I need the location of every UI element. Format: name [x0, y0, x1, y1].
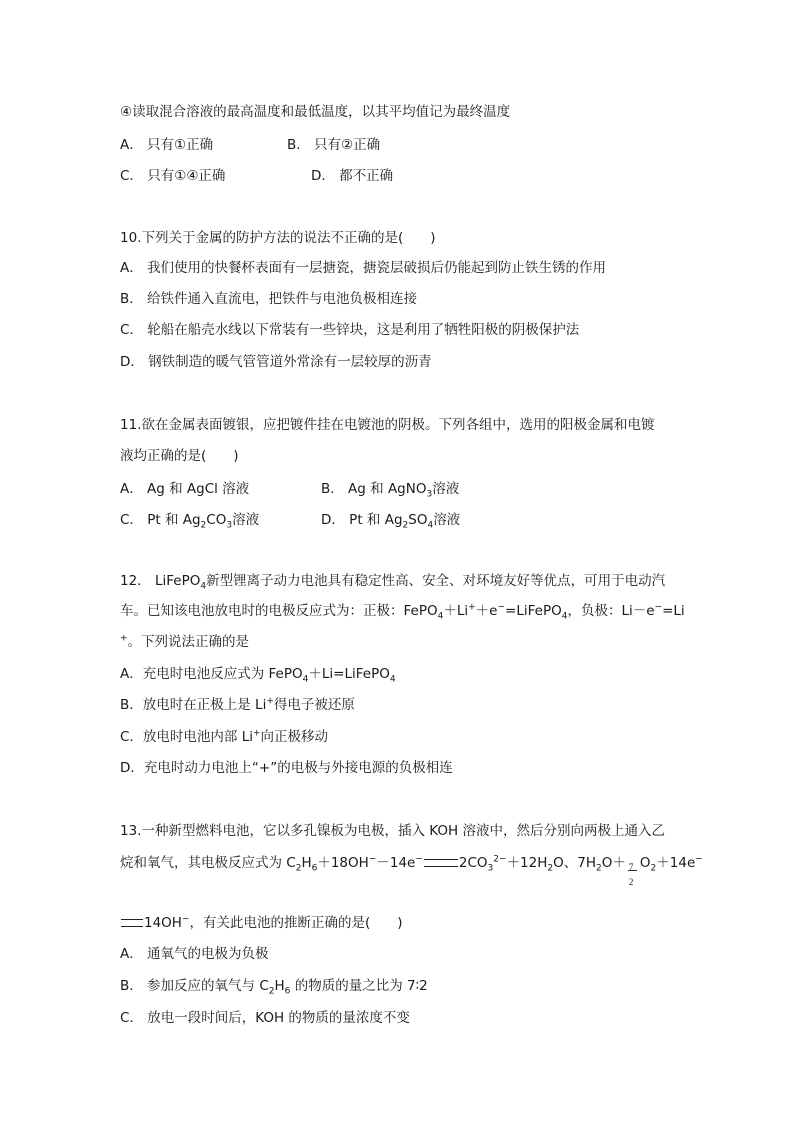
q12-stem-line-3: +。下列说法正确的是	[120, 633, 250, 650]
fraction-seven-halves: $\frac{7}{2}$	[628, 853, 638, 873]
q12-option-d: D．充电时动力电池上“+”的电极与外接电源的负极相连	[120, 760, 453, 776]
q13-option-b: B． 参加反应的氧气与 $C_2H_6$ 的物质的量之比为 7∶2	[120, 978, 428, 997]
equals-double-line-1	[424, 859, 458, 867]
q12-option-c: C．放电时电池内部 Li+向正极移动	[120, 728, 329, 745]
q10-option-b: B． 给铁件通入直流电，把铁件与电池负极相连接	[120, 291, 418, 307]
q9-option-b: B． 只有②正确	[287, 137, 381, 153]
q11-stem-line-1: 11.欲在金属表面镀银，应把镀件挂在电镀池的阴极。下列各组中，选用的阳极金属和电镀	[120, 417, 655, 433]
q9-option-a: A． 只有①正确	[120, 137, 214, 153]
q12-option-b: B．放电时在正极上是 Li+得电子被还原	[120, 696, 355, 713]
q11-option-c: C． Pt 和 $Ag_2CO_3$溶液	[120, 512, 260, 531]
q12-stem-line-1: 12． LiFePO$_4$新型锂离子动力电池具有稳定性高、安全、对环境友好等优点，可用于电动汽	[120, 573, 666, 592]
q10-stem: 10.下列关于金属的防护方法的说法不正确的是( )	[120, 230, 436, 246]
q9-option-d: D． 都不正确	[311, 168, 394, 184]
q12-stem-line-2: 车。已知该电池放电时的电极反应式为：正极：FePO$_4$＋Li+＋e−=LiFePO$_4$，负极：Li－e−=Li	[120, 602, 685, 622]
q10-option-c: C． 轮船在船壳水线以下常装有一些锌块，这是利用了牺牲阳极的阴极保护法	[120, 322, 580, 338]
q10-option-a: A． 我们使用的快餐杯表面有一层搪瓷，搪瓷层破损后仍能起到防止铁生锈的作用	[120, 260, 607, 276]
q9-item-4: ④读取混合溶液的最高温度和最低温度，以其平均值记为最终温度	[120, 104, 511, 120]
q11-option-a: A． Ag 和 AgCl 溶液	[120, 481, 250, 497]
q13-stem-line-2: 烷和氧气，其电极反应式为 $C_2H_6+18OH^--14e^-$ $2CO_3^{2-}+12H_2O$、$7H_2O+$ $\frac{7}{2}$ $O_2+14e^-$	[120, 854, 703, 887]
q13-stem-line-3: 14OH−，有关此电池的推断正确的是( )	[120, 913, 403, 933]
q12-option-a: A．充电时电池反应式为 FePO$_4$＋Li=LiFePO$_4$	[120, 666, 396, 685]
q13-option-c: C． 放电一段时间后，KOH 的物质的量浓度不变	[120, 1010, 410, 1026]
q11-option-b: B． Ag 和 AgNO$_3$溶液	[321, 481, 460, 500]
q11-option-d: D． Pt 和 $Ag_2SO_4$溶液	[321, 512, 461, 531]
q13-stem-line-1: 13.一种新型燃料电池，它以多孔镍板为电极，插入 KOH 溶液中，然后分别向两极上通入乙	[120, 823, 665, 839]
equals-double-line-2	[121, 919, 143, 927]
q11-stem-line-2: 液均正确的是( )	[120, 448, 239, 464]
q9-option-c: C． 只有①④正确	[120, 168, 226, 184]
q10-option-d: D． 钢铁制造的暖气管管道外常涂有一层较厚的沥青	[120, 354, 432, 370]
q13-option-a: A． 通氧气的电极为负极	[120, 946, 269, 962]
